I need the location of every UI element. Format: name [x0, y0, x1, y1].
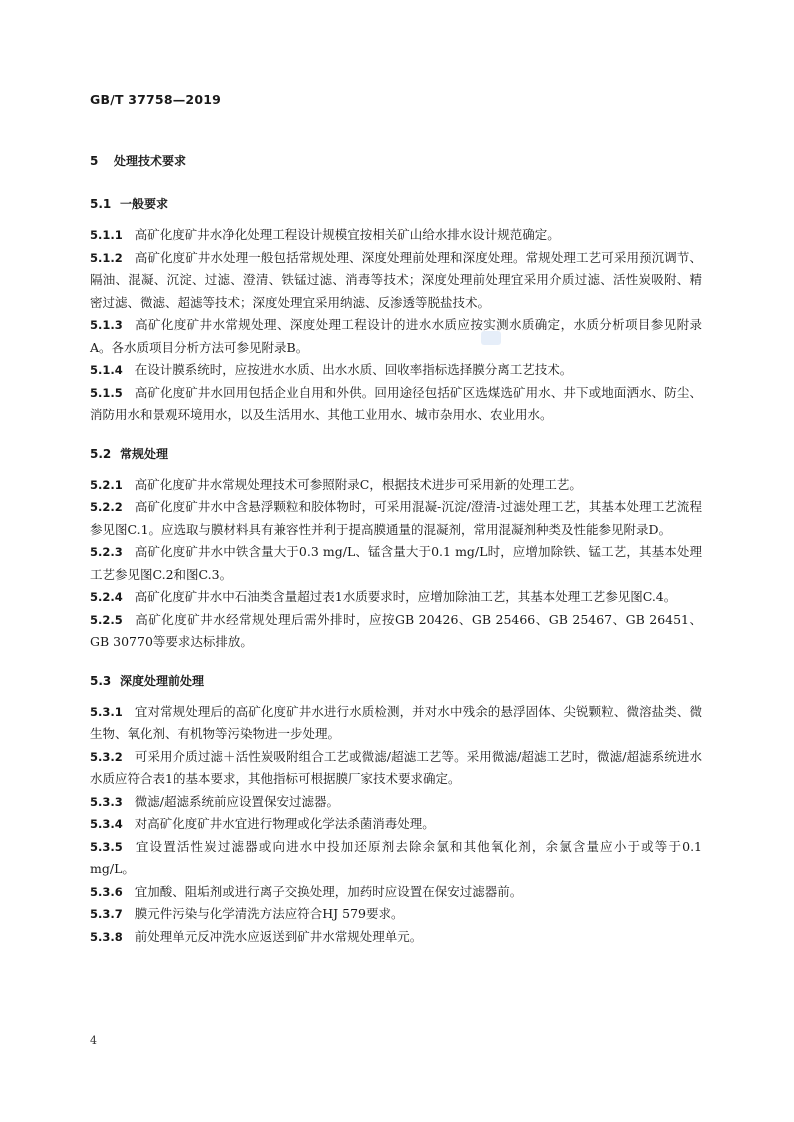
standard-code: GB/T 37758—2019 — [90, 92, 222, 107]
subsection-number: 5.2 — [90, 446, 112, 461]
clause-number: 5.1.1 — [90, 228, 123, 242]
clause-number: 5.3.2 — [90, 749, 123, 764]
clause-number: 5.1.4 — [90, 363, 123, 377]
clause-5-2-4 — [90, 586, 702, 609]
clause-text: 微滤/超滤系统前应设置保安过滤器。 — [134, 793, 339, 809]
clause-5-2-3 — [90, 541, 702, 586]
clause-text: 宜对常规处理后的高矿化度矿井水进行水质检测，并对水中残余的悬浮固体、尖锐颗粒、微溶盐类、微生物、氧化剂、有机物等污染物进一步处理。 — [90, 703, 702, 741]
clause-5-3-3 — [90, 791, 702, 814]
clause-5-3-8 — [90, 926, 702, 949]
clause-number: 5.3.5 — [90, 839, 123, 854]
clause-text: 高矿化度矿井水经常规处理后需外排时，应按GB 20426、GB 25466、GB 25467、GB 26451、GB 30770等要求达标排放。 — [90, 611, 702, 649]
clause-text: 前处理单元反冲洗水应返送到矿井水常规处理单元。 — [134, 928, 423, 944]
clause-text: 可采用介质过滤＋活性炭吸附组合工艺或微滤/超滤工艺等。采用微滤/超滤工艺时，微滤/超滤系统进水水质应符合表1的基本要求，其他指标可根据膜厂家技术要求确定。 — [90, 748, 702, 786]
subsection-heading-5-1 — [90, 195, 702, 213]
clause-text: 宜设置活性炭过滤器或向进水中投加还原剂去除余氯和其他氧化剂，余氯含量应小于或等于0.1 mg/L。 — [90, 838, 702, 876]
subsection-title: 一般要求 — [120, 197, 169, 211]
clause-5-1-3 — [90, 314, 702, 359]
clause-5-3-5 — [90, 836, 702, 881]
clause-number: 5.2.3 — [90, 545, 123, 559]
clause-5-2-1 — [90, 474, 702, 497]
clause-text: 宜加酸、阻垢剂或进行离子交换处理，加药时应设置在保安过滤器前。 — [134, 883, 523, 899]
clause-number: 5.3.3 — [90, 794, 123, 809]
clause-5-3-1 — [90, 701, 702, 746]
clause-text: 高矿化度矿井水回用包括企业自用和外供。回用途径包括矿区选煤选矿用水、井下或地面洒水、防尘、消防用水和景观环境用水，以及生活用水、其他工业用水、城市杂用水、农业用水。 — [90, 384, 702, 422]
clause-5-3-4 — [90, 813, 702, 836]
clause-text: 对高矿化度矿井水宜进行物理或化学法杀菌消毒处理。 — [134, 816, 435, 831]
clause-5-1-4 — [90, 359, 702, 382]
clause-number: 5.3.7 — [90, 907, 123, 921]
document-content — [90, 152, 702, 948]
subsection-number: 5.1 — [90, 197, 112, 211]
clause-number: 5.2.1 — [90, 477, 123, 492]
clause-5-2-2 — [90, 496, 702, 541]
clause-text: 高矿化度矿井水中含悬浮颗粒和胶体物时，可采用混凝-沉淀/澄清-过滤处理工艺，其基本处理工艺流程参见图C.1。应选取与膜材料具有兼容性并利于提高膜通量的混凝剂，常用混凝剂种类及性能参见附录D。 — [90, 499, 702, 537]
clause-text: 高矿化度矿井水中铁含量大于0.3 mg/L、锰含量大于0.1 mg/L时，应增加除铁、锰工艺，其基本处理工艺参见图C.2和图C.3。 — [90, 544, 702, 582]
page-number: 4 — [90, 1034, 97, 1047]
clause-text: 膜元件污染与化学清洗方法应符合HJ 579要求。 — [134, 906, 404, 921]
clause-text: 高矿化度矿井水净化处理工程设计规模宜按相关矿山给水排水设计规范确定。 — [134, 227, 560, 242]
section-heading-5 — [90, 152, 702, 170]
clause-text: 高矿化度矿井水常规处理、深度处理工程设计的进水水质应按实测水质确定，水质分析项目参见附录A。各水质项目分析方法可参见附录B。 — [90, 317, 702, 355]
subsection-number: 5.3 — [90, 673, 112, 688]
subsection-heading-5-3 — [90, 672, 702, 690]
clause-text: 在设计膜系统时，应按进水水质、出水水质、回收率指标选择膜分离工艺技术。 — [134, 362, 573, 377]
clause-number: 5.1.2 — [90, 250, 123, 265]
clause-number: 5.1.5 — [90, 385, 123, 400]
clause-5-1-5 — [90, 382, 702, 427]
clause-text: 高矿化度矿井水处理一般包括常规处理、深度处理前处理和深度处理。常规处理工艺可采用预沉调节、隔油、混凝、沉淀、过滤、澄清、铁锰过滤、消毒等技术；深度处理前处理宜采用介质过滤、活性炭吸附、精密过滤、微滤、超滤等技术；深度处理宜采用纳滤、反渗透等脱盐技术。 — [90, 249, 702, 310]
clause-number: 5.3.1 — [90, 704, 123, 719]
clause-5-3-6 — [90, 881, 702, 904]
clause-number: 5.2.2 — [90, 500, 123, 514]
section-number: 5 — [90, 154, 99, 168]
subsection-title: 深度处理前处理 — [120, 673, 205, 688]
clause-text: 高矿化度矿井水中石油类含量超过表1水质要求时，应增加除油工艺，其基本处理工艺参见图C.4。 — [134, 589, 677, 604]
clause-number: 5.3.4 — [90, 817, 123, 831]
clause-5-3-7 — [90, 903, 702, 926]
clause-number: 5.3.6 — [90, 884, 123, 899]
clause-5-2-5 — [90, 609, 702, 654]
clause-number: 5.2.4 — [90, 590, 123, 604]
subsection-heading-5-2 — [90, 445, 702, 463]
section-title: 处理技术要求 — [114, 154, 187, 168]
clause-5-1-2 — [90, 247, 702, 315]
clause-text: 高矿化度矿井水常规处理技术可参照附录C，根据技术进步可采用新的处理工艺。 — [134, 476, 582, 492]
clause-number: 5.1.3 — [90, 318, 123, 332]
clause-number: 5.3.8 — [90, 929, 123, 944]
clause-number: 5.2.5 — [90, 612, 123, 627]
clause-5-1-1 — [90, 224, 702, 247]
clause-5-3-2 — [90, 746, 702, 791]
subsection-title: 常规处理 — [120, 446, 169, 461]
